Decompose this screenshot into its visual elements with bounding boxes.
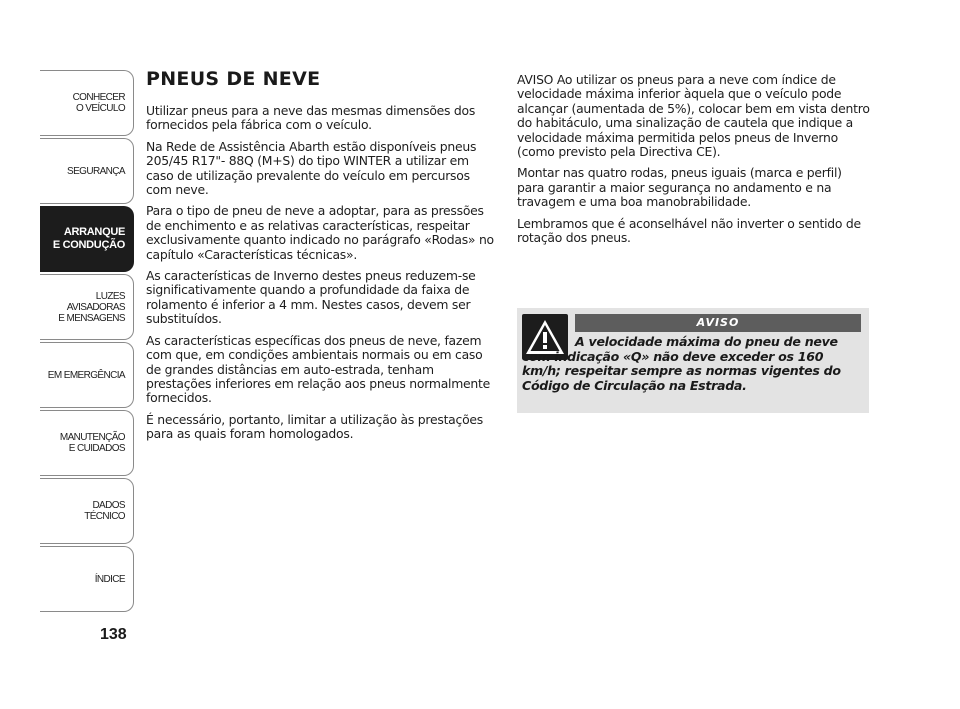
tab-dados-tecnico[interactable]: DADOS TÉCNICO — [40, 478, 134, 544]
paragraph: As características de Inverno destes pneus reduzem-se significativamente quando a profundidade da faixa de rolamento é inferior a 4 mm. Nestes casos, devem ser substituídos. — [146, 268, 476, 327]
section-title: PNEUS DE NEVE — [146, 68, 321, 90]
tab-luzes-avisadoras[interactable]: LUZES AVISADORAS E MENSAGENS — [40, 274, 134, 340]
page-number: 138 — [100, 626, 127, 643]
warning-heading: AVISO — [575, 314, 861, 332]
left-column — [146, 68, 496, 449]
paragraph: Lembramos que é aconselhável não inverter o sentido de rotação dos pneus. — [517, 215, 861, 246]
right-column — [517, 73, 872, 252]
warning-box — [517, 308, 869, 413]
tab-conhecer-o-veiculo[interactable]: CONHECER O VEÍCULO — [40, 70, 134, 136]
paragraph: AVISO Ao utilizar os pneus para a neve com índice de velocidade máxima inferior àquela que o veículo pode alcançar (aumentada de 5%), colocar bem em vista dentro do habitáculo, uma sinalização de cautela que indique a velocidade máxima permitida pelos pneus de Inverno (como previsto pela Directiva CE). — [517, 72, 870, 160]
paragraph: É necessário, portanto, limitar a utilização às prestações para as quais foram homologados. — [146, 411, 483, 442]
tab-seguranca[interactable]: SEGURANÇA — [40, 138, 134, 204]
paragraph: Na Rede de Assistência Abarth estão disponíveis pneus 205/45 R17"- 88Q (M+S) do tipo WINTER a utilizar em caso de utilização prevalente do veículo em percursos com neve. — [146, 138, 477, 198]
tab-indice[interactable]: ÍNDICE — [40, 546, 134, 612]
chapter-sidebar — [40, 70, 134, 614]
tab-em-emergencia[interactable]: EM EMERGÊNCIA — [40, 342, 134, 408]
tab-manutencao-e-cuidados[interactable]: MANUTENÇÃO E CUIDADOS — [40, 410, 134, 476]
paragraph: Utilizar pneus para a neve das mesmas dimensões dos fornecidos pela fábrica com o veículo. — [146, 103, 476, 133]
paragraph: As características específicas dos pneus de neve, fazem com que, em condições ambientais normais ou em caso de grandes distâncias em auto-estrada, tenham prestações inferiores em relação aos pneus normalmente fornecidos. — [146, 332, 491, 406]
paragraph: Montar nas quatro rodas, pneus iguais (marca e perfil) para garantir a maior segurança no andamento e na travagem e uma boa manobrabilidade. — [517, 165, 842, 210]
warning-text: A velocidade máxima do pneu de neve com indicação «Q» não deve exceder os 160 km/h; respeitar sempre as normas vigentes do Código de Circulação na Estrada. — [522, 334, 841, 393]
tab-arranque-e-conducao[interactable]: ARRANQUE E CONDUÇÃO — [40, 206, 134, 272]
paragraph: Para o tipo de pneu de neve a adoptar, para as pressões de enchimento e as relativas características, respeitar exclusivamente quanto indicado no parágrafo «Rodas» no capítulo «Características técnicas». — [146, 203, 494, 262]
